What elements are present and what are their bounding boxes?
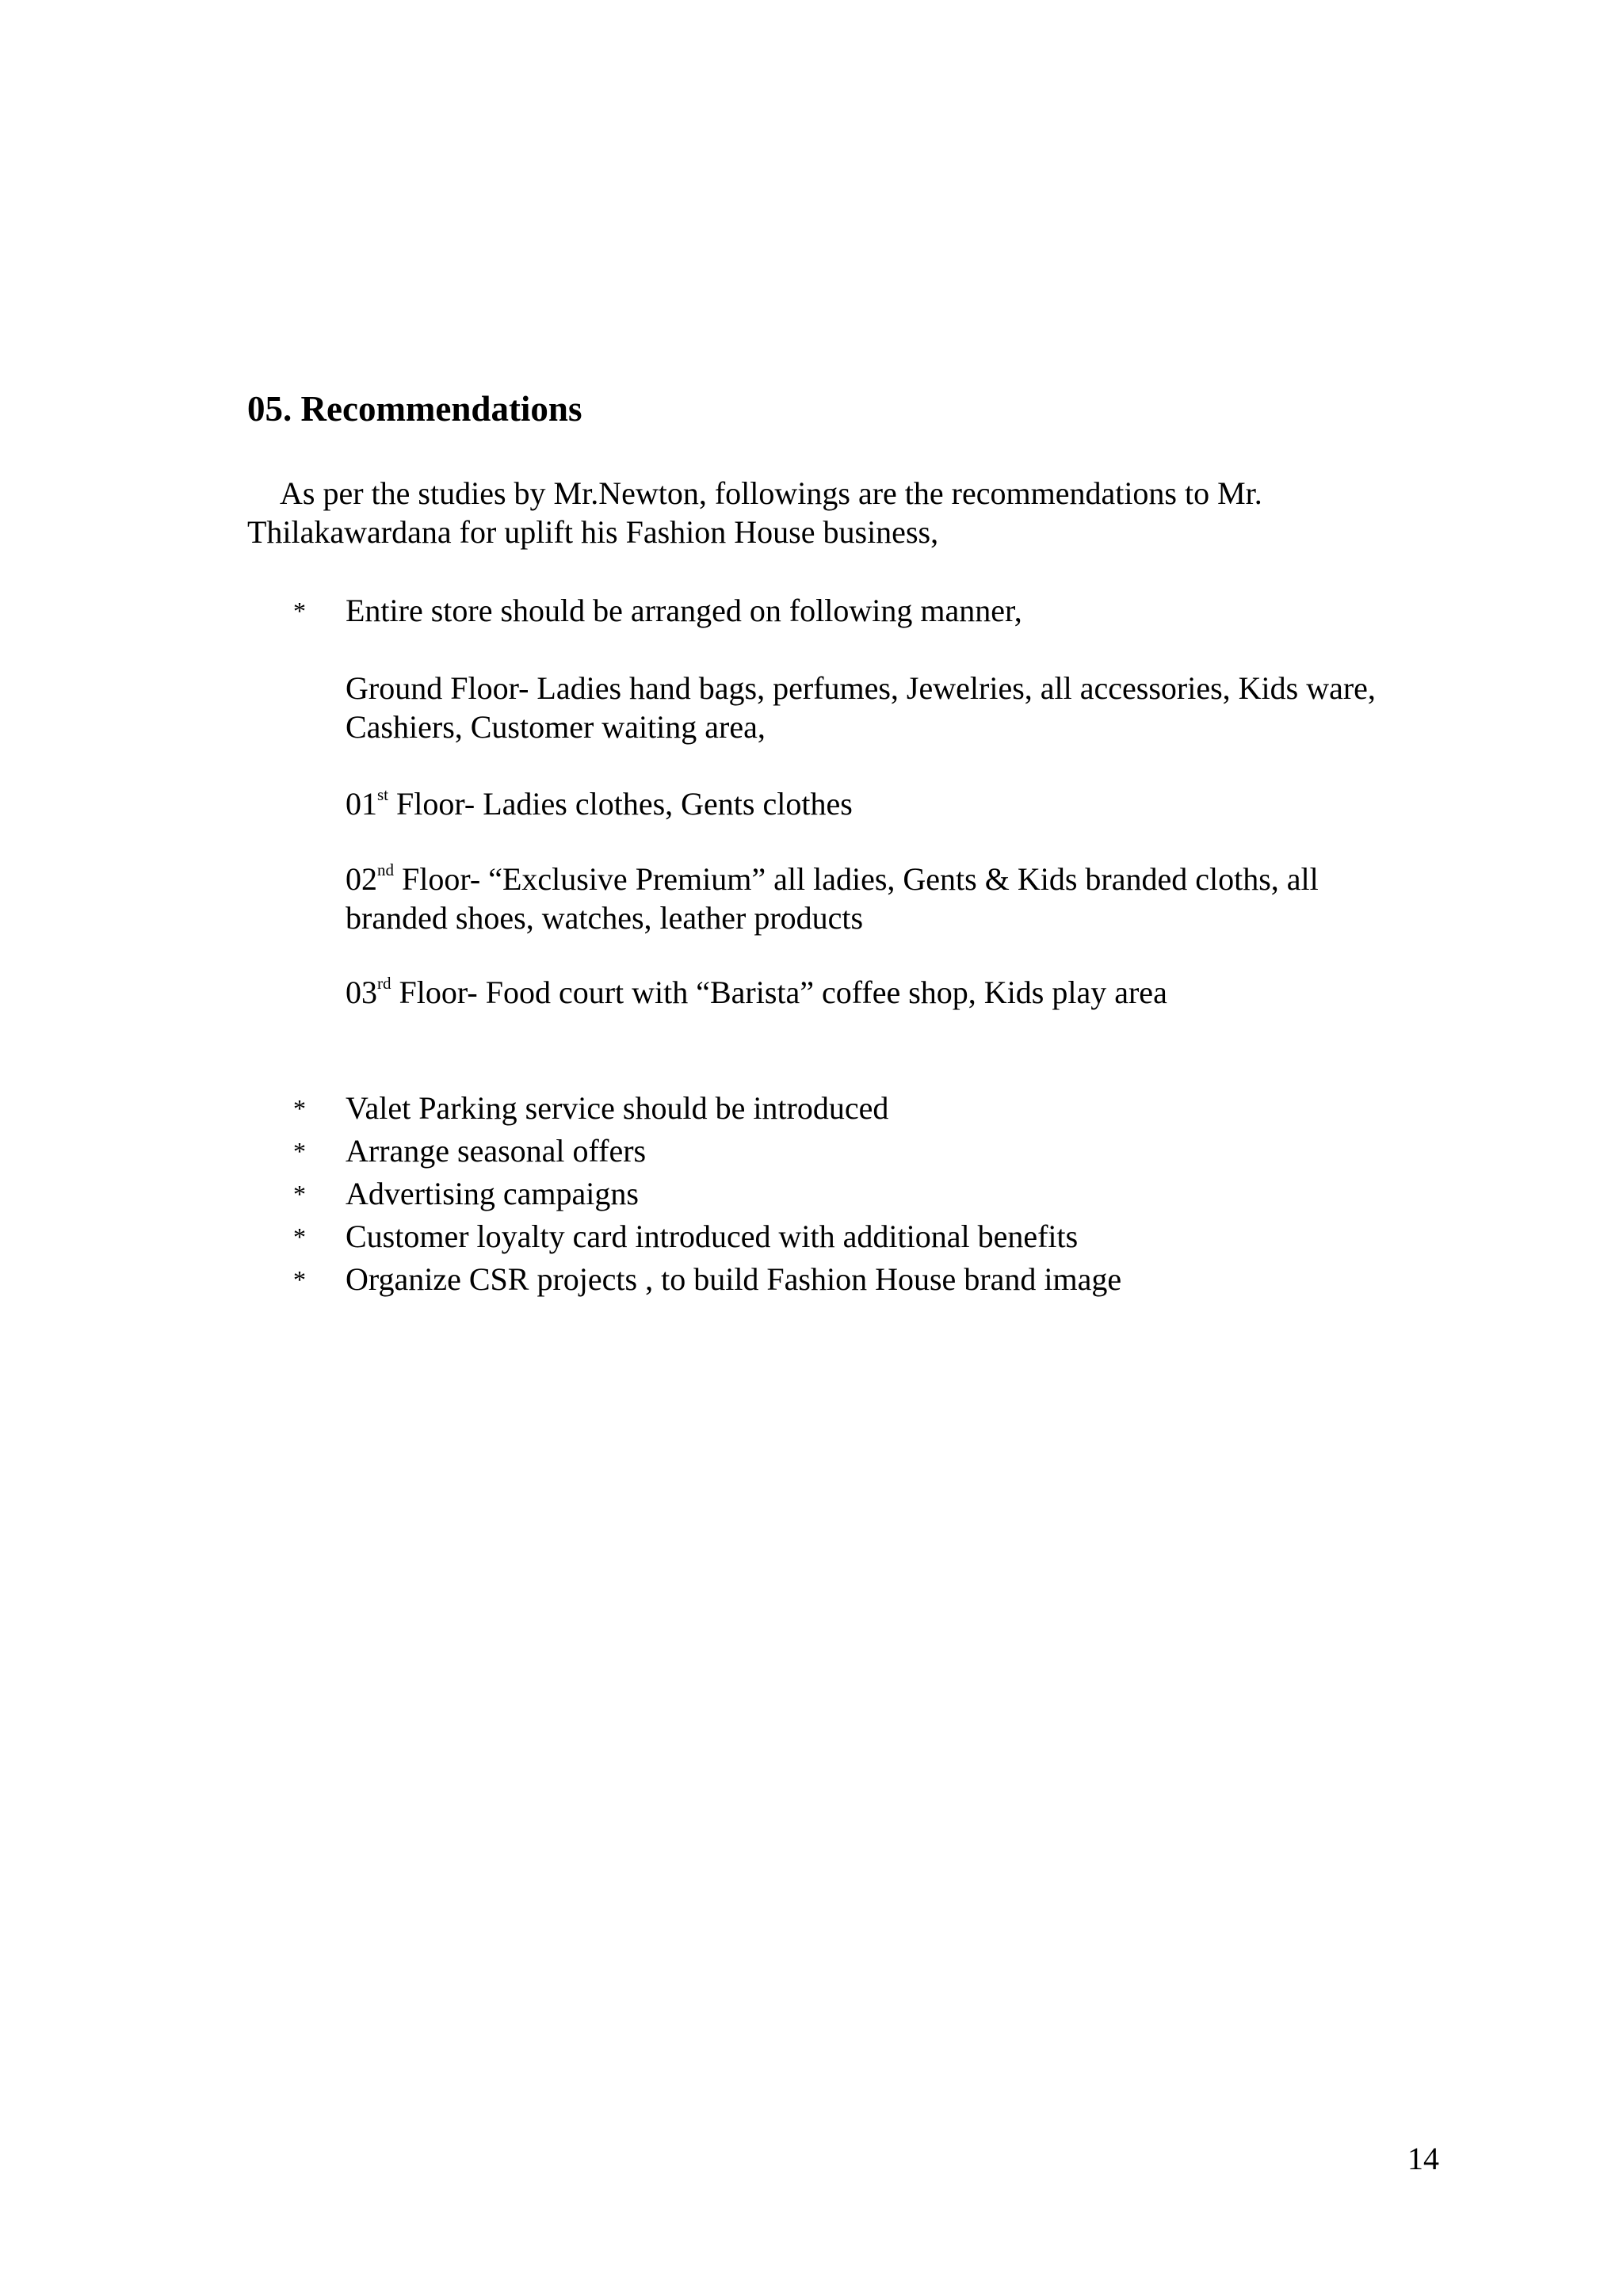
floor-number: 01 xyxy=(346,786,377,822)
floor-line xyxy=(346,973,1487,1012)
floor-text: Floor- “Exclusive Premium” all ladies, Gents & Kids branded cloths, all xyxy=(394,861,1319,897)
intro-paragraph xyxy=(247,474,1484,551)
floor-number: 03 xyxy=(346,974,377,1010)
floor-text: Floor- Ladies clothes, Gents clothes xyxy=(388,786,853,822)
asterisk-bullet-icon: * xyxy=(293,597,306,625)
floor-text: Floor- Food court with “Barista” coffee shop, Kids play area xyxy=(391,974,1167,1010)
bullet-text: Entire store should be arranged on following manner, xyxy=(346,593,1022,628)
bullet-item-seasonal-offers xyxy=(293,1131,646,1171)
floor-line xyxy=(346,860,1487,898)
ordinal-suffix: st xyxy=(377,785,389,804)
floor-line xyxy=(346,784,1487,823)
ordinal-suffix: rd xyxy=(377,974,391,993)
page-number: 14 xyxy=(1407,2141,1439,2176)
bullet-item-advertising xyxy=(293,1174,639,1214)
bullet-text: Advertising campaigns xyxy=(346,1176,639,1211)
second-floor-description xyxy=(346,860,1487,937)
floor-number: 02 xyxy=(346,861,377,897)
intro-line: As per the studies by Mr.Newton, followings are the recommendations to Mr. xyxy=(280,475,1262,511)
first-floor-description xyxy=(346,784,1487,823)
ordinal-suffix: nd xyxy=(377,860,394,879)
ground-floor-description xyxy=(346,669,1487,746)
bullet-text: Valet Parking service should be introduced xyxy=(346,1090,889,1126)
asterisk-bullet-icon: * xyxy=(293,1265,306,1294)
asterisk-bullet-icon: * xyxy=(293,1180,306,1208)
section-heading: 05. Recommendations xyxy=(247,389,582,429)
bullet-text: Customer loyalty card introduced with additional benefits xyxy=(346,1219,1079,1254)
third-floor-description xyxy=(346,973,1487,1012)
asterisk-bullet-icon: * xyxy=(293,1137,306,1165)
floor-line: Cashiers, Customer waiting area, xyxy=(346,709,766,745)
bullet-item-valet-parking xyxy=(293,1089,888,1128)
bullet-item-loyalty-card xyxy=(293,1217,1078,1257)
bullet-item-csr-projects xyxy=(293,1260,1121,1299)
floor-line: branded shoes, watches, leather products xyxy=(346,900,864,936)
asterisk-bullet-icon: * xyxy=(293,1094,306,1123)
floor-line: Ground Floor- Ladies hand bags, perfumes, Jewelries, all accessories, Kids ware, xyxy=(346,670,1376,706)
bullet-item-store-arrangement xyxy=(293,591,1022,631)
bullet-text: Organize CSR projects , to build Fashion House brand image xyxy=(346,1261,1122,1297)
bullet-text: Arrange seasonal offers xyxy=(346,1133,647,1169)
intro-line: Thilakawardana for uplift his Fashion House business, xyxy=(247,514,939,550)
asterisk-bullet-icon: * xyxy=(293,1222,306,1251)
